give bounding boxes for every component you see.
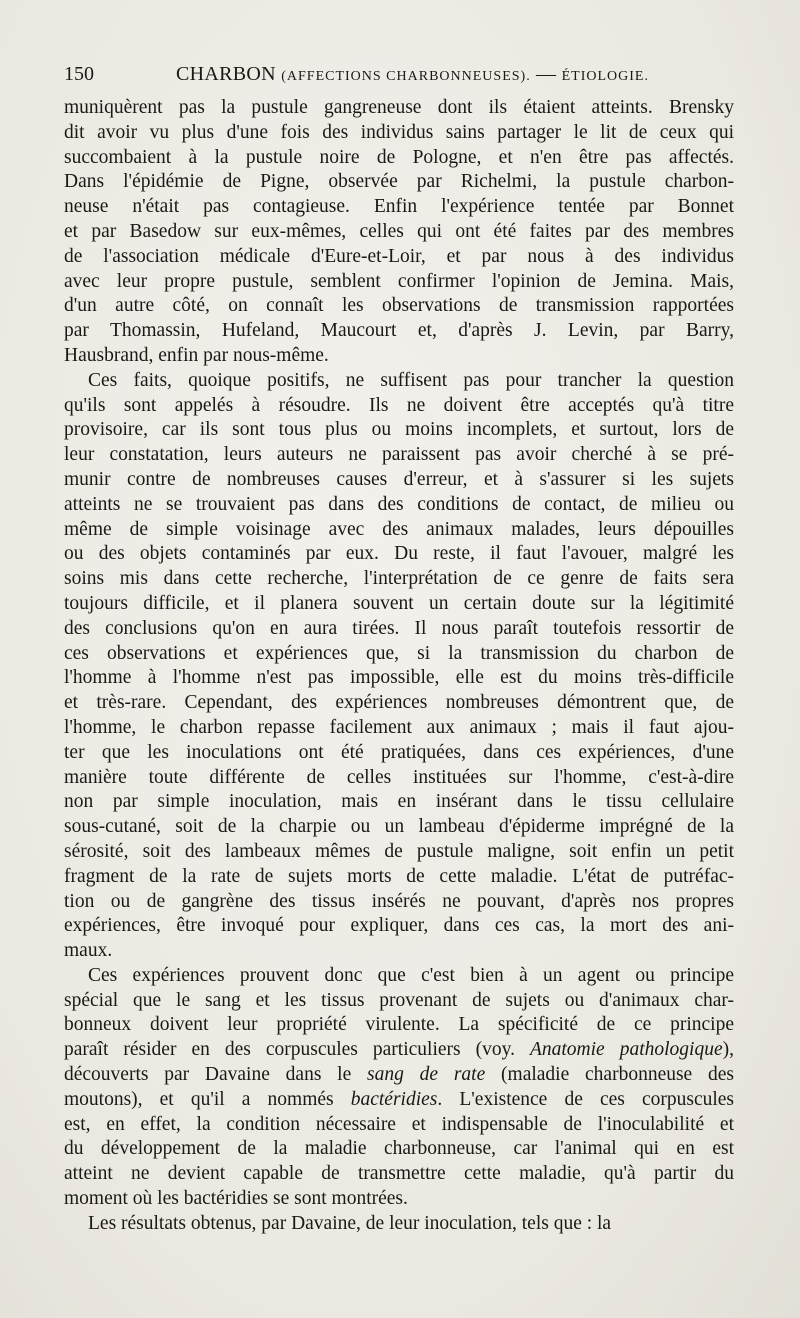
- text-line: avec leur propre pustule, semblent confirmer l'opinion de Jemina. Mais,: [64, 270, 734, 292]
- text-line: Les résultats obtenus, par Davaine, de leur inoculation, tels que : la: [88, 1212, 612, 1234]
- running-title: [176, 62, 649, 89]
- text-line: moutons), et qu'il a nommés bactéridies. L'existence de ces corpuscules: [64, 1088, 735, 1110]
- text-line: sérosité, soit des lambeaux mêmes de pustule maligne, soit enfin un petit: [64, 840, 734, 862]
- text-line: atteints ne se trouvaient pas dans des conditions de contact, de milieu ou: [64, 493, 734, 515]
- text-line: ces observations et expériences que, si la transmission du charbon de: [64, 642, 734, 664]
- text-line: d'un autre côté, on connaît les observations de transmission rapportées: [64, 295, 734, 317]
- text-line: Dans l'épidémie de Pigne, observée par Richelmi, la pustule charbon-: [64, 171, 734, 193]
- paragraph: [64, 96, 734, 369]
- text-line: toujours difficile, et il planera souvent un certain doute sur la légitimité: [64, 592, 734, 614]
- text-line: soins mis dans cette recherche, l'interprétation de ce genre de faits sera: [64, 568, 734, 590]
- paragraph: [64, 1212, 734, 1237]
- text-line: spécial que le sang et les tissus provenant de sujets ou d'animaux char-: [64, 989, 734, 1011]
- italic-term: sang de rate: [367, 1064, 486, 1086]
- text-line: de l'association médicale d'Eure-et-Loir, et par nous à des individus: [64, 245, 734, 267]
- header-title-main: CHARBON: [176, 63, 276, 85]
- running-header: [64, 62, 756, 86]
- text-line: et par Basedow sur eux-mêmes, celles qui ont été faites par des membres: [64, 220, 734, 242]
- text-line: même de simple voisinage avec des animaux malades, leurs dépouilles: [64, 518, 734, 540]
- text-line: qu'ils sont appelés à résoudre. Ils ne doivent être acceptés qu'à titre: [64, 394, 734, 416]
- text-line: non par simple inoculation, mais en insérant dans le tissu cellulaire: [64, 791, 734, 813]
- header-section: ÉTIOLOGIE.: [561, 69, 649, 84]
- paragraph: [64, 369, 734, 964]
- text-line: ter que les inoculations ont été pratiquées, dans ces expériences, d'une: [64, 741, 734, 763]
- text-line: est, en effet, la condition nécessaire et indispensable de l'inoculabilité et: [64, 1113, 734, 1135]
- text-line: Hausbrand, enfin par nous-même.: [64, 344, 329, 366]
- text-line: manière toute différente de celles instituées sur l'homme, c'est-à-dire: [64, 766, 734, 788]
- text-line: tion ou de gangrène des tissus insérés ne pouvant, d'après nos propres: [64, 890, 734, 912]
- text-line: dit avoir vu plus d'une fois des individus sains partager le lit de ceux qui: [64, 121, 734, 143]
- paragraph: [64, 964, 734, 1212]
- text-line: maux.: [64, 940, 113, 962]
- text-line: du développement de la maladie charbonneuse, car l'animal qui en est: [64, 1138, 734, 1160]
- text-line: l'homme, le charbon repasse facilement aux animaux ; mais il faut ajou-: [64, 716, 734, 738]
- body-text: [64, 96, 734, 1237]
- text-line: Ces faits, quoique positifs, ne suffisent pas pour trancher la question: [88, 369, 734, 391]
- text-line: paraît résider en des corpuscules particuliers (voy. Anatomie pathologique),: [64, 1039, 734, 1061]
- page-number: 150: [64, 63, 94, 85]
- text-line: moment où les bactéridies se sont montrées.: [64, 1188, 408, 1210]
- text-line: provisoire, car ils sont tous plus ou moins incomplets, et surtout, lors de: [64, 419, 734, 441]
- text-line: succombaient à la pustule noire de Pologne, et n'en être pas affectés.: [64, 146, 734, 168]
- text-line: bonneux doivent leur propriété virulente. La spécificité de ce principe: [64, 1014, 734, 1036]
- text-line: sous-cutané, soit de la charpie ou un lambeau d'épiderme imprégné de la: [64, 816, 734, 838]
- text-line: des conclusions qu'on en aura tirées. Il nous paraît toutefois ressortir de: [64, 617, 734, 639]
- text-line: découverts par Davaine dans le sang de rate (maladie charbonneuse des: [64, 1064, 734, 1086]
- text-line: par Thomassin, Hufeland, Maucourt et, d'après J. Levin, par Barry,: [64, 320, 734, 342]
- text-line: ou des objets contaminés par eux. Du reste, il faut l'avouer, malgré les: [64, 543, 734, 565]
- text-line: Ces expériences prouvent donc que c'est bien à un agent ou principe: [88, 964, 734, 986]
- text-line: expériences, être invoqué pour expliquer, dans ces cas, la mort des ani-: [64, 915, 734, 937]
- italic-term: bactéridies: [350, 1088, 438, 1110]
- text-line: muniquèrent pas la pustule gangreneuse dont ils étaient atteints. Brensky: [64, 97, 734, 118]
- header-dash: —: [536, 63, 557, 85]
- text-line: atteint ne devient capable de transmettre cette maladie, qu'à partir du: [64, 1163, 734, 1185]
- text-line: et très-rare. Cependant, des expériences nombreuses démontrent que, de: [64, 692, 734, 714]
- text-line: fragment de la rate de sujets morts de cette maladie. L'état de putréfac-: [64, 865, 734, 887]
- text-line: munir contre de nombreuses causes d'erreur, et à s'assurer si les sujets: [64, 468, 734, 490]
- italic-term: Anatomie pathologique: [529, 1039, 723, 1061]
- header-title-paren: (AFFECTIONS CHARBONNEUSES).: [281, 69, 531, 84]
- text-line: neuse n'était pas contagieuse. Enfin l'expérience tentée par Bonnet: [64, 196, 734, 218]
- text-line: l'homme à l'homme n'est pas impossible, elle est du moins très-difficile: [64, 667, 734, 689]
- text-line: leur constatation, leurs auteurs ne paraissent pas avoir cherché à se pré-: [64, 444, 734, 466]
